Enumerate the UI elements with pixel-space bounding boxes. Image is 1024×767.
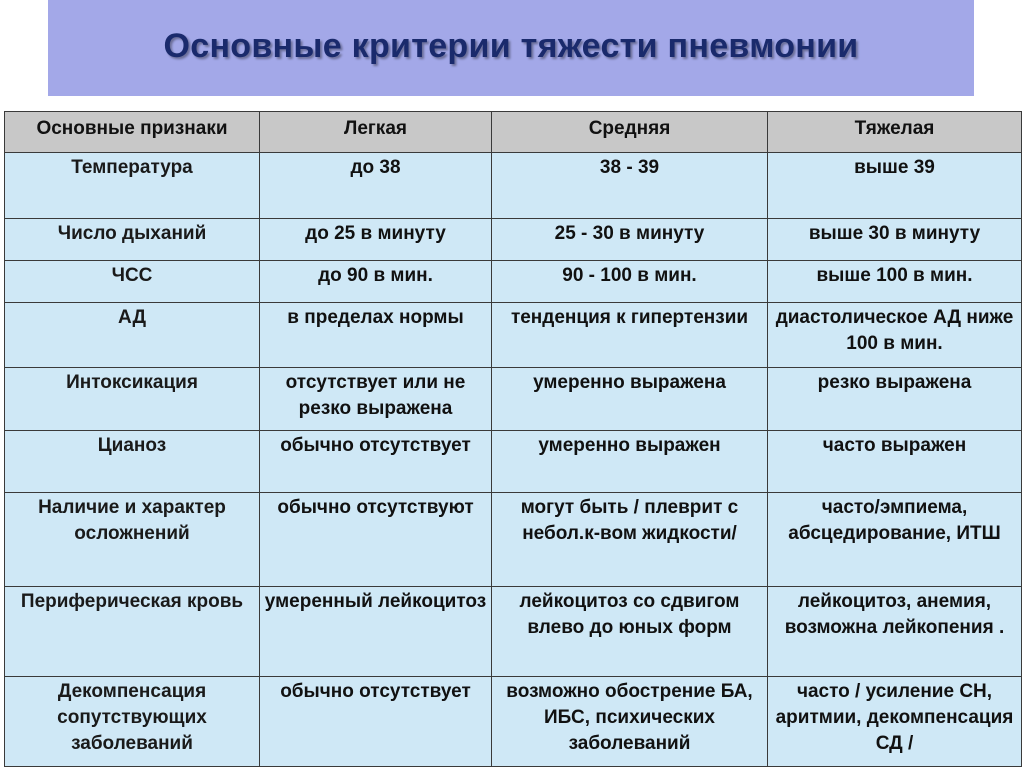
table-cell: тенденция к гипертензии xyxy=(492,303,768,368)
table-cell: выше 100 в мин. xyxy=(768,261,1022,303)
table-cell: часто выражен xyxy=(768,431,1022,493)
table-cell: 25 - 30 в минуту xyxy=(492,219,768,261)
table-cell: диастолическое АД ниже 100 в мин. xyxy=(768,303,1022,368)
table-row xyxy=(5,587,1022,677)
table-row xyxy=(5,677,1022,767)
table-cell: 38 - 39 xyxy=(492,153,768,219)
table-cell: до 25 в минуту xyxy=(260,219,492,261)
table-cell: лейкоцитоз со сдвигом влево до юных форм xyxy=(492,587,768,677)
table-row xyxy=(5,219,1022,261)
table-cell: могут быть / плеврит с небол.к-вом жидкости/ xyxy=(492,493,768,587)
severity-table-container xyxy=(4,111,1021,767)
row-label: ЧСС xyxy=(5,261,260,303)
row-label: Периферическая кровь xyxy=(5,587,260,677)
table-cell: выше 30 в минуту xyxy=(768,219,1022,261)
table-cell: 90 - 100 в мин. xyxy=(492,261,768,303)
table-cell: возможно обострение БА, ИБС, психических заболеваний xyxy=(492,677,768,767)
table-cell: резко выражена xyxy=(768,368,1022,431)
table-cell: лейкоцитоз, анемия, возможна лейкопения . xyxy=(768,587,1022,677)
table-row xyxy=(5,153,1022,219)
row-label: Цианоз xyxy=(5,431,260,493)
row-label: Интоксикация xyxy=(5,368,260,431)
table-cell: умеренно выражена xyxy=(492,368,768,431)
row-label: Декомпенсация сопутствующих заболеваний xyxy=(5,677,260,767)
table-header-row xyxy=(5,112,1022,153)
table-row xyxy=(5,431,1022,493)
row-label: Число дыханий xyxy=(5,219,260,261)
table-cell: часто/эмпиема, абсцедирование, ИТШ xyxy=(768,493,1022,587)
table-cell: часто / усиление СН, аритмии, декомпенсация СД / xyxy=(768,677,1022,767)
table-row xyxy=(5,261,1022,303)
header-moderate: Средняя xyxy=(492,112,768,153)
table-cell: умеренный лейкоцитоз xyxy=(260,587,492,677)
row-label: АД xyxy=(5,303,260,368)
table-row xyxy=(5,303,1022,368)
header-mild: Легкая xyxy=(260,112,492,153)
header-main-signs: Основные признаки xyxy=(5,112,260,153)
table-cell: до 90 в мин. xyxy=(260,261,492,303)
row-label: Наличие и характер осложнений xyxy=(5,493,260,587)
table-row xyxy=(5,368,1022,431)
table-cell: обычно отсутствуют xyxy=(260,493,492,587)
table-cell: выше 39 xyxy=(768,153,1022,219)
table-cell: обычно отсутствует xyxy=(260,677,492,767)
table-cell: в пределах нормы xyxy=(260,303,492,368)
title-banner xyxy=(48,0,974,96)
header-severe: Тяжелая xyxy=(768,112,1022,153)
table-row xyxy=(5,493,1022,587)
table-cell: до 38 xyxy=(260,153,492,219)
table-cell: отсутствует или не резко выражена xyxy=(260,368,492,431)
table-cell: умеренно выражен xyxy=(492,431,768,493)
slide-title: Основные критерии тяжести пневмонии xyxy=(163,26,859,65)
table-cell: обычно отсутствует xyxy=(260,431,492,493)
severity-table xyxy=(4,111,1022,767)
row-label: Температура xyxy=(5,153,260,219)
